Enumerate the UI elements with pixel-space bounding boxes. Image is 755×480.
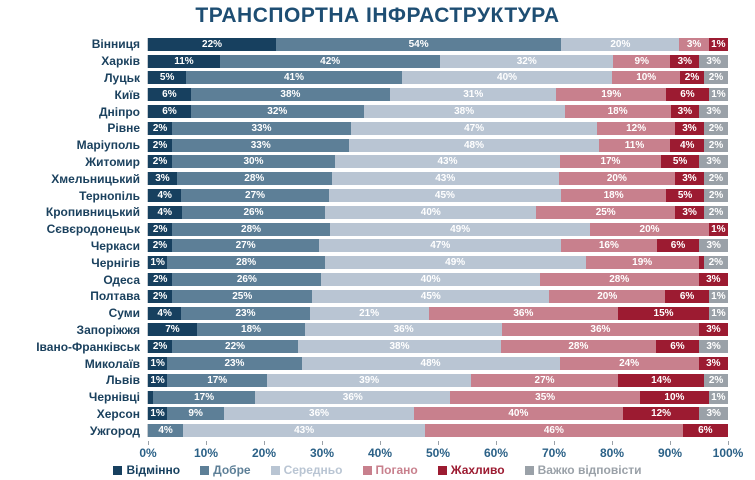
bar-segment-5: 1% [709, 223, 728, 236]
x-axis-tickmark [148, 441, 149, 445]
stacked-bar [147, 424, 728, 437]
bar-segment-5: 3% [699, 357, 728, 370]
bar-segment-2: 32% [191, 105, 364, 118]
x-axis-tickmark [612, 441, 613, 445]
bar-segment-1: 11% [148, 55, 220, 68]
stacked-bar [147, 256, 728, 269]
bar-segment-2: 28% [167, 256, 325, 269]
bar-segment-4: 3% [679, 38, 708, 51]
bar-segment-6: 1% [709, 290, 728, 303]
plot-area [0, 36, 755, 439]
bar-segment-6: 2% [704, 71, 728, 84]
bar-segment-3: 36% [305, 323, 502, 336]
bar-segment-5: 3% [675, 122, 704, 135]
city-label: Житомир [85, 154, 140, 169]
bar-segment-4: 10% [612, 71, 680, 84]
bar-segment-6: 3% [699, 340, 728, 353]
bar-row [0, 86, 755, 103]
stacked-bar [147, 122, 728, 135]
stacked-bar [147, 71, 728, 84]
stacked-bar [147, 374, 728, 387]
bar-segment-3: 36% [224, 407, 414, 420]
legend-swatch-icon [438, 466, 447, 475]
bar-segment-4: 36% [502, 323, 699, 336]
x-axis-tickmark [206, 441, 207, 445]
bar-row [0, 36, 755, 53]
bar-segment-1: 5% [148, 71, 186, 84]
bar-row [0, 53, 755, 70]
bar-segment-5: 4% [670, 139, 704, 152]
city-label: Херсон [96, 406, 140, 421]
bar-segment-5: 6% [656, 340, 699, 353]
bar-segment-5: 15% [618, 307, 709, 320]
bar-segment-5: 5% [661, 155, 699, 168]
bar-row [0, 271, 755, 288]
bar-segment-4: 27% [471, 374, 618, 387]
bar-segment-4: 16% [561, 239, 657, 252]
bar-segment-4: 25% [536, 206, 675, 219]
stacked-bar [147, 172, 728, 185]
bar-segment-1: 1% [148, 256, 167, 269]
bar-row [0, 137, 755, 154]
bar-segment-3: 40% [325, 206, 536, 219]
bar-segment-3: 49% [330, 223, 591, 236]
bar-segment-3: 49% [325, 256, 586, 269]
bar-segment-4: 35% [450, 391, 640, 404]
bar-segment-5: 5% [666, 189, 704, 202]
bar-segment-6: 2% [704, 172, 728, 185]
bar-row [0, 238, 755, 255]
bar-row [0, 305, 755, 322]
bar-row [0, 338, 755, 355]
bar-segment-1: 2% [148, 290, 172, 303]
city-label: Чернівці [88, 390, 140, 405]
bar-segment-5: 14% [618, 374, 704, 387]
city-label: Маріуполь [76, 138, 140, 153]
stacked-bar [147, 323, 728, 336]
bar-segment-3: 32% [440, 55, 613, 68]
bar-segment-5: 12% [623, 407, 700, 420]
bar-segment-6: 1% [709, 307, 728, 320]
bar-segment-3: 43% [183, 424, 425, 437]
bar-segment-6: 1% [709, 391, 728, 404]
bar-row [0, 120, 755, 137]
bar-segment-2: 26% [172, 273, 321, 286]
legend-swatch-icon [525, 466, 534, 475]
stacked-bar [147, 290, 728, 303]
bar-segment-5: 2% [680, 71, 704, 84]
bar-segment-3: 47% [351, 122, 597, 135]
x-axis-tickmark [728, 441, 729, 445]
bar-row [0, 254, 755, 271]
legend-item [438, 463, 505, 477]
bar-segment-2: 28% [177, 172, 332, 185]
bar-segment-2: 23% [167, 357, 301, 370]
bar-segment-4: 46% [425, 424, 682, 437]
bar-segment-4: 17% [560, 155, 661, 168]
bar-segment-1: 3% [148, 172, 177, 185]
city-label: Рівне [107, 121, 140, 136]
bar-segment-6: 2% [704, 374, 728, 387]
bar-segment-3: 43% [332, 172, 559, 185]
bar-segment-3: 45% [312, 290, 549, 303]
bar-segment-2: 9% [167, 407, 224, 420]
stacked-bar [147, 307, 728, 320]
legend-swatch-icon [271, 466, 280, 475]
bar-segment-5: 3% [671, 105, 700, 118]
bar-segment-4: 19% [556, 88, 666, 101]
bar-segment-2: 38% [191, 88, 390, 101]
stacked-bar [147, 155, 728, 168]
city-label: Івано-Франківськ [36, 339, 140, 354]
bar-segment-4: 18% [561, 189, 666, 202]
city-label: Миколаїв [84, 356, 140, 371]
bar-segment-3: 21% [310, 307, 429, 320]
bar-segment-1: 1% [148, 357, 167, 370]
bar-segment-4: 12% [597, 122, 675, 135]
bar-segment-2: 27% [172, 239, 319, 252]
bar-row [0, 322, 755, 339]
bar-segment-4: 9% [613, 55, 670, 68]
x-axis-tick-label: 80% [599, 446, 625, 460]
bar-row [0, 204, 755, 221]
bar-segment-1: 2% [148, 223, 172, 236]
legend-label: Відмінно [126, 463, 181, 477]
bar-segment-6: 2% [704, 122, 728, 135]
bar-segment-6: 2% [704, 139, 728, 152]
bar-segment-3: 48% [302, 357, 560, 370]
x-axis-tickmark [438, 441, 439, 445]
bar-segment-3: 43% [335, 155, 560, 168]
x-axis-tick-label: 10% [193, 446, 219, 460]
legend-label: Погано [375, 463, 418, 477]
legend-swatch-icon [113, 466, 122, 475]
bar-segment-6: 2% [704, 256, 728, 269]
stacked-bar [147, 38, 728, 51]
bar-segment-5: 6% [683, 424, 728, 437]
bar-segment-4: 28% [501, 340, 656, 353]
bar-segment-6: 3% [699, 55, 728, 68]
legend-swatch-icon [363, 466, 372, 475]
legend-item [271, 463, 343, 477]
x-axis-tick-label: 0% [139, 446, 157, 460]
x-axis-tick-label: 100% [712, 446, 744, 460]
stacked-bar [147, 223, 728, 236]
bar-segment-3: 40% [321, 273, 539, 286]
bar-segment-1: 22% [148, 38, 276, 51]
bar-segment-2: 23% [181, 307, 309, 320]
bar-segment-3: 38% [298, 340, 501, 353]
city-label: Дніпро [98, 104, 140, 119]
bar-segment-4: 20% [549, 290, 665, 303]
city-label: Ужгород [89, 423, 140, 438]
x-axis-tickmark [670, 441, 671, 445]
city-label: Харків [101, 54, 140, 69]
x-axis-tick-label: 50% [425, 446, 451, 460]
x-axis-tickmark [496, 441, 497, 445]
stacked-bar [147, 357, 728, 370]
legend-label: Жахливо [450, 463, 505, 477]
bar-row [0, 103, 755, 120]
bar-segment-6: 3% [699, 239, 728, 252]
bar-segment-1: 6% [148, 88, 191, 101]
bar-segment-4: 20% [590, 223, 708, 236]
bar-segment-2: 17% [167, 374, 267, 387]
bar-segment-1: 2% [148, 340, 172, 353]
legend-item [113, 463, 180, 477]
bar-row [0, 372, 755, 389]
bar-segment-2: 54% [276, 38, 561, 51]
bar-segment-6: 3% [699, 155, 728, 168]
bar-segment-2: 18% [197, 323, 305, 336]
bar-segment-2: 33% [172, 139, 349, 152]
bar-segment-3: 47% [319, 239, 561, 252]
x-axis-tick-label: 90% [657, 446, 683, 460]
bar-segment-2: 42% [220, 55, 440, 68]
x-axis-tickmark [554, 441, 555, 445]
bar-segment-1: 4% [148, 206, 182, 219]
bar-segment-5: 6% [665, 290, 708, 303]
bar-segment-2: 26% [182, 206, 326, 219]
bar-segment-1: 2% [148, 139, 172, 152]
bar-segment-6: 3% [699, 407, 728, 420]
x-axis [139, 441, 744, 463]
bar-segment-5: 3% [670, 55, 699, 68]
bar-segment-5: 6% [666, 88, 709, 101]
bar-segment-4: 11% [599, 139, 671, 152]
x-axis-tickmark [264, 441, 265, 445]
bar-segment-3: 36% [255, 391, 450, 404]
city-label: Запоріжжя [76, 322, 140, 337]
bar-segment-6: 2% [704, 206, 728, 219]
x-axis-tickmark [322, 441, 323, 445]
bar-segment-3: 39% [267, 374, 471, 387]
stacked-bar [147, 340, 728, 353]
stacked-bar [147, 391, 728, 404]
stacked-bar [147, 105, 728, 118]
bar-segment-6: 3% [699, 105, 728, 118]
stacked-bar [147, 88, 728, 101]
x-axis-tick-label: 60% [483, 446, 509, 460]
x-axis-tick-label: 70% [541, 446, 567, 460]
bar-segment-5: 10% [640, 391, 709, 404]
city-label: Полтава [90, 289, 140, 304]
bar-row [0, 221, 755, 238]
legend-label: Середньо [283, 463, 343, 477]
city-label: Вінниця [91, 37, 140, 52]
bar-segment-1: 6% [148, 105, 191, 118]
stacked-bar [147, 189, 728, 202]
legend-label: Добре [213, 463, 251, 477]
chart-title: ТРАНСПОРТНА ІНФРАСТРУКТУРА [195, 4, 560, 27]
bar-segment-3: 31% [390, 88, 556, 101]
bar-segment-5: 3% [699, 273, 728, 286]
bar-segment-4: 18% [565, 105, 671, 118]
city-label: Луцьк [104, 70, 140, 85]
bar-segment-1: 2% [148, 239, 172, 252]
bar-segment-5: 3% [675, 172, 704, 185]
bar-segment-1: 7% [148, 323, 197, 336]
legend-swatch-icon [200, 466, 209, 475]
bar-segment-4: 19% [586, 256, 699, 269]
stacked-bar [147, 239, 728, 252]
bar-segment-2: 33% [172, 122, 351, 135]
bar-segment-2: 17% [153, 391, 256, 404]
bar-segment-1: 4% [148, 307, 181, 320]
bar-segment-2: 4% [148, 424, 183, 437]
x-axis-tickmark [380, 441, 381, 445]
bar-segment-2: 25% [172, 290, 312, 303]
bar-segment-2: 41% [186, 71, 401, 84]
city-label: Тернопіль [79, 188, 140, 203]
bar-segment-3: 45% [329, 189, 561, 202]
city-label: Хмельницький [51, 171, 140, 186]
bar-segment-5: 6% [657, 239, 700, 252]
bar-row [0, 187, 755, 204]
legend-item [525, 463, 642, 477]
city-label: Суми [108, 306, 140, 321]
bar-segment-5: 1% [709, 38, 728, 51]
bar-row [0, 406, 755, 423]
bar-segment-3: 20% [561, 38, 679, 51]
bar-segment-4: 20% [559, 172, 675, 185]
bar-segment-4: 28% [540, 273, 699, 286]
bar-row [0, 355, 755, 372]
city-label: Львів [106, 373, 140, 388]
bar-segment-2: 28% [172, 223, 330, 236]
bar-segment-2: 22% [172, 340, 298, 353]
bar-row [0, 288, 755, 305]
stacked-bar [147, 273, 728, 286]
x-axis-tick-label: 20% [251, 446, 277, 460]
bar-segment-6: 2% [704, 189, 728, 202]
bar-segment-3: 48% [349, 139, 598, 152]
bar-segment-1: 4% [148, 189, 181, 202]
x-axis-tick-label: 40% [367, 446, 393, 460]
bar-row [0, 170, 755, 187]
stacked-bar [147, 139, 728, 152]
bar-segment-1: 2% [148, 122, 172, 135]
city-label: Кропивницький [45, 205, 140, 220]
bar-segment-5: 3% [675, 206, 704, 219]
bar-segment-3: 38% [364, 105, 565, 118]
bar-row [0, 389, 755, 406]
legend-label: Важко відповісти [537, 463, 642, 477]
legend-item [200, 463, 250, 477]
x-axis-tick-label: 30% [309, 446, 335, 460]
bar-segment-4: 40% [414, 407, 623, 420]
city-label: Одеса [103, 272, 140, 287]
city-label: Черкаси [90, 238, 140, 253]
bar-row [0, 154, 755, 171]
legend-item [363, 463, 418, 477]
city-label: Чернігів [91, 255, 140, 270]
bar-row [0, 422, 755, 439]
bar-segment-3: 40% [402, 71, 613, 84]
bar-segment-1: 1% [148, 407, 167, 420]
bar-segment-1: 2% [148, 155, 172, 168]
bar-segment-4: 24% [560, 357, 699, 370]
bar-segment-2: 30% [172, 155, 335, 168]
bar-segment-6: 1% [709, 88, 728, 101]
city-label: Сєвєродонецьк [46, 222, 140, 237]
bar-segment-1: 1% [148, 374, 167, 387]
bar-segment-5: 3% [699, 323, 728, 336]
stacked-bar [147, 55, 728, 68]
bar-segment-2: 27% [181, 189, 328, 202]
bar-segment-1: 2% [148, 273, 172, 286]
bar-row [0, 70, 755, 87]
city-label: Київ [114, 87, 140, 102]
stacked-bar [147, 407, 728, 420]
bar-segment-4: 36% [429, 307, 619, 320]
legend [0, 463, 755, 477]
stacked-bar [147, 206, 728, 219]
